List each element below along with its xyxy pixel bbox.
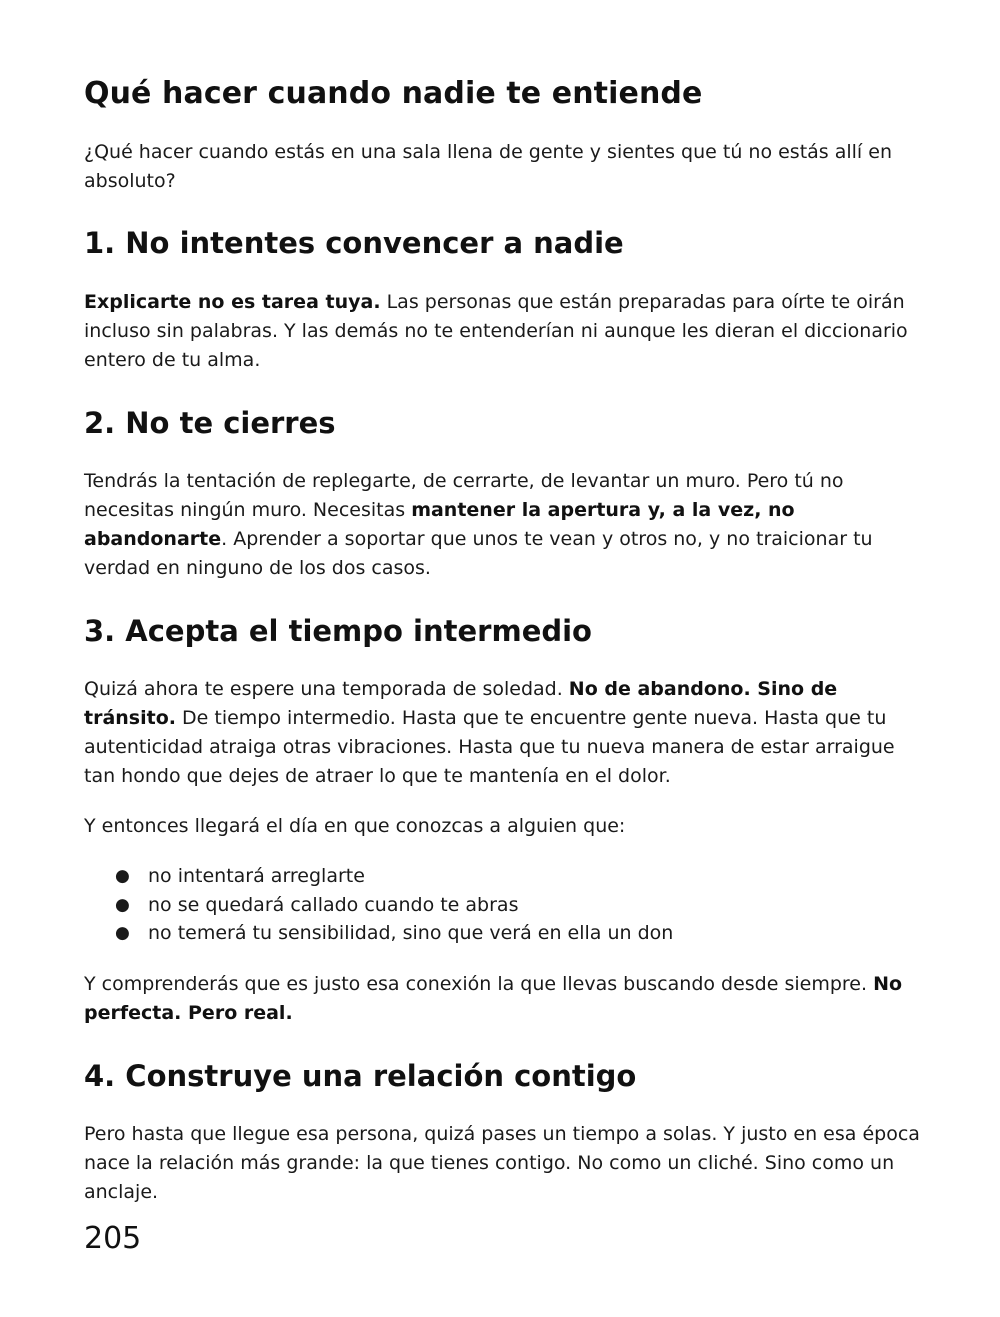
section-3-text-start: Quizá ahora te espere una temporada de soledad. (84, 678, 569, 700)
section-1-text: Las personas que están preparadas para oírte te oirán incluso sin palabras. Y las demás no te entenderían ni aunque les dieran el diccionario entero de tu alma. (84, 291, 908, 371)
bullet-list (84, 862, 924, 948)
section-2-text-end: . Aprender a soportar que unos te vean y otros no, y no traicionar tu verdad en ninguno de los dos casos. (84, 528, 873, 579)
section-4-heading: 4. Construye una relación contigo (84, 1058, 637, 1093)
intro-paragraph: ¿Qué hacer cuando estás en una sala llena de gente y sientes que tú no estás allí en absoluto? (84, 141, 892, 192)
page-content (84, 70, 924, 1207)
section-3-bold-text: No de abandono. Sino de tránsito. (84, 678, 838, 729)
list-item-text: no intentará arreglarte (148, 865, 365, 887)
section-1-bold-text: Explicarte no es tarea tuya. (84, 291, 381, 313)
section-3-text-end: De tiempo intermedio. Hasta que te encuentre gente nueva. Hasta que tu autenticidad atraiga otras vibraciones. Hasta que tu nueva manera de estar arraigue tan hondo que dejes de atraer lo que te mantenía en el dolor. (84, 707, 895, 787)
bullet-icon: ● (115, 866, 130, 886)
list-item (84, 919, 924, 948)
section-3-closing-bold-text: No perfecta. Pero real. (84, 972, 903, 1024)
bullet-icon: ● (115, 894, 130, 915)
section-1-paragraph (84, 288, 924, 375)
list-item (84, 891, 924, 920)
section-2-bold-text: mantener la apertura y, a la vez, no abandonarte (84, 499, 795, 550)
list-item-text: no temerá tu sensibilidad, sino que verá en ella un don (148, 922, 674, 944)
bullet-icon: ● (115, 923, 130, 943)
section-2-heading: 2. No te cierres (84, 406, 336, 440)
section-3-paragraph-2: Y entonces llegará el día en que conozcas a alguien que: (84, 815, 626, 837)
page-title: Qué hacer cuando nadie te entiende (84, 76, 703, 111)
section-4-paragraph: Pero hasta que llegue esa persona, quizá pases un tiempo a solas. Y justo en esa época nace la relación más grande: la que tienes contigo. No como un cliché. Sino como un anclaje. (84, 1122, 920, 1203)
section-1-heading: 1. No intentes convencer a nadie (84, 226, 624, 260)
section-2-paragraph (84, 467, 924, 583)
page-number: 205 (84, 1221, 142, 1256)
section-3-closing-text: Y comprenderás que es justo esa conexión la que llevas buscando desde siempre. (84, 972, 874, 995)
section-3-paragraph-1 (84, 675, 924, 791)
section-3-heading: 3. Acepta el tiempo intermedio (84, 614, 592, 648)
list-item-text: no se quedará callado cuando te abras (148, 893, 519, 916)
list-item (84, 862, 924, 891)
section-2-text-start: Tendrás la tentación de replegarte, de cerrarte, de levantar un muro. Pero tú no necesitas ningún muro. Necesitas (84, 470, 844, 521)
section-3-paragraph-3 (84, 970, 924, 1028)
